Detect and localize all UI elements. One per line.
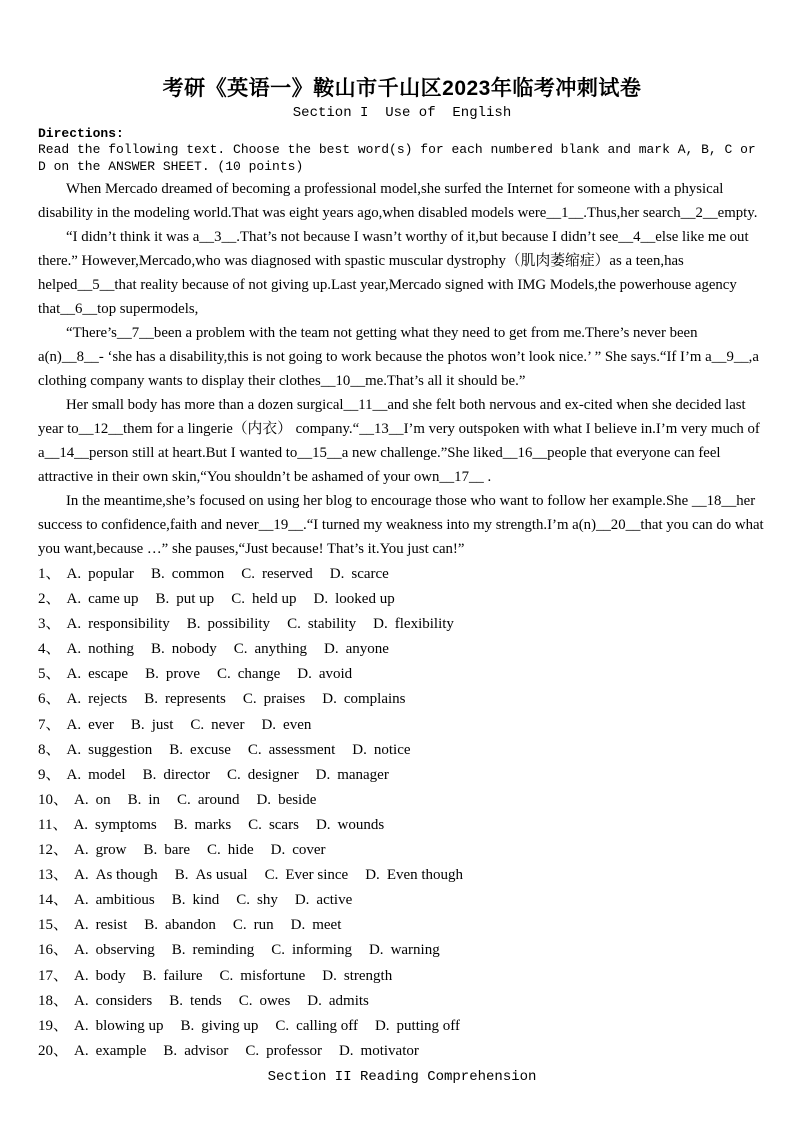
option-text: designer bbox=[247, 766, 299, 783]
option bbox=[169, 742, 231, 758]
option-letter: A. bbox=[66, 716, 82, 733]
option-text: As usual bbox=[195, 867, 248, 884]
option-letter: A. bbox=[66, 566, 82, 582]
question-row bbox=[38, 788, 766, 813]
option-text: reminding bbox=[192, 942, 255, 959]
option-text: looked up bbox=[335, 591, 395, 608]
option-text: meet bbox=[312, 917, 342, 934]
option-letter: C. bbox=[287, 616, 301, 633]
option bbox=[128, 792, 160, 808]
option-letter: B. bbox=[150, 566, 165, 582]
option-letter: D. bbox=[294, 892, 310, 909]
option bbox=[265, 867, 349, 883]
question-row bbox=[38, 964, 766, 989]
option bbox=[181, 1018, 259, 1034]
option bbox=[220, 968, 306, 984]
option bbox=[74, 867, 158, 883]
option bbox=[316, 817, 384, 833]
option-letter: B. bbox=[171, 892, 186, 909]
option-text: just bbox=[151, 716, 174, 733]
option-text: suggestion bbox=[88, 741, 153, 758]
option-text: assessment bbox=[268, 741, 336, 758]
question-number: 7、 bbox=[38, 716, 61, 733]
option bbox=[74, 892, 155, 908]
option bbox=[271, 842, 326, 858]
option-letter: D. bbox=[261, 716, 277, 733]
option bbox=[67, 691, 128, 707]
option-letter: A. bbox=[66, 641, 82, 658]
option-text: cover bbox=[292, 842, 326, 859]
option-text: never bbox=[211, 716, 245, 733]
option-letter: B. bbox=[130, 716, 145, 733]
option bbox=[67, 616, 170, 632]
passage-paragraph: When Mercado dreamed of becoming a professional model,she surfed the Internet for someone with a physical disability in the modeling world.That was eight years ago,when disabled models were__1__.Thus,her search__2__empty. bbox=[38, 181, 758, 221]
option bbox=[339, 1043, 419, 1059]
option-letter: C. bbox=[177, 791, 191, 808]
option bbox=[369, 942, 440, 958]
option-text: failure bbox=[163, 967, 203, 984]
option-letter: C. bbox=[271, 942, 285, 959]
option-text: run bbox=[253, 917, 274, 934]
option-letter: D. bbox=[329, 566, 345, 582]
option-letter: A. bbox=[74, 791, 89, 808]
option bbox=[143, 767, 210, 783]
option-letter: C. bbox=[241, 566, 255, 582]
option bbox=[227, 767, 299, 783]
option bbox=[156, 591, 215, 607]
option-letter: B. bbox=[171, 942, 186, 959]
option-letter: C. bbox=[219, 967, 234, 984]
option-letter: C. bbox=[233, 641, 248, 658]
option-text: calling off bbox=[296, 1017, 358, 1034]
directions-block bbox=[38, 126, 766, 175]
option bbox=[177, 792, 239, 808]
option bbox=[248, 817, 299, 833]
option-text: symptoms bbox=[95, 816, 157, 833]
option bbox=[236, 892, 278, 908]
question-row bbox=[38, 662, 766, 687]
question-row bbox=[38, 612, 766, 637]
option-text: Ever since bbox=[285, 867, 349, 884]
option bbox=[316, 767, 389, 783]
option bbox=[275, 1018, 358, 1034]
option-text: responsibility bbox=[88, 616, 170, 633]
option-letter: B. bbox=[186, 616, 201, 633]
option-text: anyone bbox=[345, 641, 389, 658]
option bbox=[365, 867, 463, 883]
option-letter: B. bbox=[142, 967, 157, 984]
option-letter: C. bbox=[227, 766, 241, 783]
option-text: owes bbox=[259, 992, 291, 1009]
option bbox=[231, 591, 296, 607]
option-letter: B. bbox=[169, 992, 184, 1009]
option-letter: D. bbox=[323, 641, 339, 658]
option-letter: A. bbox=[74, 1042, 89, 1059]
option bbox=[245, 1043, 322, 1059]
option-text: scarce bbox=[351, 566, 389, 582]
option bbox=[131, 717, 173, 733]
option-letter: C. bbox=[231, 591, 245, 608]
option-text: rejects bbox=[88, 691, 128, 708]
option bbox=[217, 666, 280, 682]
option-text: nobody bbox=[171, 641, 217, 658]
option-text: put up bbox=[176, 591, 215, 608]
option-letter: A. bbox=[74, 992, 89, 1009]
option-text: bare bbox=[164, 842, 191, 859]
option-text: praises bbox=[263, 691, 306, 708]
option-text: nothing bbox=[88, 641, 134, 658]
option-text: around bbox=[197, 791, 240, 808]
option bbox=[74, 917, 127, 933]
option-text: strength bbox=[343, 967, 393, 984]
option-letter: A. bbox=[74, 892, 89, 909]
option-text: common bbox=[171, 566, 225, 582]
option bbox=[67, 717, 114, 733]
option bbox=[172, 942, 254, 958]
option-letter: B. bbox=[180, 1017, 195, 1034]
option-text: example bbox=[95, 1042, 147, 1059]
option-text: in bbox=[148, 791, 161, 808]
option-letter: D. bbox=[374, 1017, 390, 1034]
option bbox=[67, 566, 134, 582]
option bbox=[143, 968, 203, 984]
option bbox=[151, 641, 217, 657]
option-letter: A. bbox=[74, 867, 89, 884]
option-text: putting off bbox=[396, 1017, 461, 1034]
option-letter: D. bbox=[307, 992, 322, 1009]
option-letter: C. bbox=[207, 842, 221, 859]
option-letter: B. bbox=[142, 766, 157, 783]
passage-paragraph: “There’s__7__been a problem with the team not getting what they need to get from me.There’s never been a(n)__8__- ‘she has a disability,this is not going to work because the photos won’t look nice.’ ” She says.“If I’m a__9__,a clothing company wants to display their clothes__10__me.That’s all it should be.” bbox=[38, 325, 759, 389]
option bbox=[330, 566, 389, 582]
option-letter: C. bbox=[190, 716, 205, 733]
option-text: director bbox=[163, 766, 211, 783]
option bbox=[375, 1018, 460, 1034]
option-text: admits bbox=[328, 992, 369, 1009]
option-letter: D. bbox=[322, 967, 337, 984]
option-text: ambitious bbox=[95, 892, 155, 909]
option-text: informing bbox=[291, 942, 352, 959]
option bbox=[67, 666, 129, 682]
option-text: body bbox=[95, 967, 126, 984]
directions-label: Directions: bbox=[38, 126, 124, 141]
question-number: 2、 bbox=[38, 591, 61, 608]
question-row bbox=[38, 813, 766, 838]
option-letter: D. bbox=[373, 616, 388, 633]
question-number: 5、 bbox=[38, 666, 61, 683]
option bbox=[241, 566, 313, 582]
option bbox=[234, 641, 307, 657]
question-row bbox=[38, 888, 766, 913]
option-letter: C. bbox=[236, 892, 250, 909]
option bbox=[190, 717, 244, 733]
option-letter: B. bbox=[144, 691, 159, 708]
option-text: escape bbox=[88, 666, 129, 683]
option bbox=[74, 792, 111, 808]
option-letter: B. bbox=[163, 1042, 178, 1059]
option bbox=[307, 993, 369, 1009]
option-letter: C. bbox=[245, 1042, 260, 1059]
question-row bbox=[38, 863, 766, 888]
option-text: grow bbox=[95, 842, 127, 859]
question-number: 20、 bbox=[38, 1042, 69, 1059]
question-number: 6、 bbox=[38, 691, 61, 708]
question-row bbox=[38, 838, 766, 863]
option-letter: B. bbox=[150, 641, 165, 658]
question-row bbox=[38, 1039, 766, 1064]
option-letter: D. bbox=[313, 591, 329, 608]
option-text: marks bbox=[194, 816, 232, 833]
option bbox=[172, 892, 219, 908]
option-text: change bbox=[237, 666, 281, 683]
question-row bbox=[38, 1014, 766, 1039]
question-number: 11、 bbox=[38, 816, 68, 833]
question-row bbox=[38, 713, 766, 738]
option bbox=[169, 993, 221, 1009]
option bbox=[73, 817, 156, 833]
option bbox=[324, 641, 389, 657]
option-letter: A. bbox=[73, 816, 89, 833]
option-letter: A. bbox=[66, 616, 82, 633]
option bbox=[233, 917, 274, 933]
option-letter: B. bbox=[144, 917, 159, 934]
option-letter: A. bbox=[66, 666, 82, 683]
option bbox=[151, 566, 224, 582]
option-letter: D. bbox=[315, 766, 331, 783]
question-row bbox=[38, 562, 766, 587]
passage-paragraph: “I didn’t think it was a__3__.That’s not because I wasn’t worthy of it,but because I didn’t see__4__else like me out there.” However,Mercado,who was diagnosed with spastic muscular dystrophy（肌肉萎缩症）as a teen,has helped__5__that reality because of not giving up.Last year,Mercado signed with IMG Models,the powerhouse agency that__6__top supermodels, bbox=[38, 229, 749, 317]
option-text: considers bbox=[95, 992, 153, 1009]
question-row bbox=[38, 938, 766, 963]
question-row bbox=[38, 913, 766, 938]
section1-heading: Section I Use of English bbox=[292, 105, 512, 121]
option-letter: C. bbox=[242, 691, 257, 708]
option-letter: A. bbox=[74, 842, 89, 859]
option-letter: D. bbox=[352, 741, 367, 758]
option-letter: C. bbox=[248, 816, 262, 833]
option-text: professor bbox=[266, 1042, 322, 1059]
option bbox=[163, 1043, 228, 1059]
question-row bbox=[38, 637, 766, 662]
option bbox=[187, 616, 270, 632]
option-letter: D. bbox=[365, 867, 380, 884]
option-text: came up bbox=[88, 591, 139, 608]
option-letter: C. bbox=[238, 992, 253, 1009]
option bbox=[175, 867, 248, 883]
option bbox=[256, 792, 316, 808]
option bbox=[74, 993, 152, 1009]
option-text: excuse bbox=[190, 741, 231, 758]
question-number: 1、 bbox=[38, 566, 61, 582]
question-row bbox=[38, 687, 766, 712]
option-text: hide bbox=[227, 842, 254, 859]
option-letter: A. bbox=[74, 1017, 89, 1034]
option-text: scars bbox=[268, 816, 299, 833]
option-text: blowing up bbox=[95, 1017, 164, 1034]
option-letter: C. bbox=[232, 917, 247, 934]
section2-heading: Section II Reading Comprehension bbox=[267, 1068, 537, 1085]
question-number: 18、 bbox=[38, 992, 69, 1009]
option-text: tends bbox=[190, 992, 222, 1009]
question-number: 16、 bbox=[38, 942, 69, 959]
question-number: 15、 bbox=[38, 917, 69, 934]
option bbox=[373, 616, 454, 632]
option bbox=[145, 666, 200, 682]
option-text: manager bbox=[337, 766, 389, 783]
option-text: ever bbox=[88, 716, 114, 733]
option-letter: D. bbox=[256, 791, 272, 808]
option-letter: B. bbox=[127, 791, 142, 808]
option bbox=[74, 968, 126, 984]
option-text: represents bbox=[165, 691, 226, 708]
question-row bbox=[38, 763, 766, 788]
option-text: stability bbox=[307, 616, 357, 633]
option bbox=[144, 691, 226, 707]
option-letter: A. bbox=[66, 591, 82, 608]
option-letter: B. bbox=[169, 741, 184, 758]
option-text: reserved bbox=[261, 566, 313, 582]
question-number: 10、 bbox=[38, 791, 69, 808]
option-letter: A. bbox=[66, 691, 82, 708]
option-text: active bbox=[316, 892, 353, 909]
option bbox=[74, 842, 126, 858]
option-text: giving up bbox=[201, 1017, 259, 1034]
question-number: 9、 bbox=[38, 766, 61, 783]
option bbox=[143, 842, 190, 858]
option-letter: C. bbox=[247, 741, 262, 758]
option bbox=[243, 691, 305, 707]
option bbox=[248, 742, 335, 758]
option bbox=[74, 1043, 146, 1059]
question-row bbox=[38, 989, 766, 1014]
option-letter: C. bbox=[275, 1017, 290, 1034]
option bbox=[295, 892, 352, 908]
option-letter: A. bbox=[66, 766, 82, 783]
option-letter: C. bbox=[217, 666, 231, 683]
option-letter: B. bbox=[145, 666, 159, 683]
option-text: avoid bbox=[318, 666, 353, 683]
option-letter: D. bbox=[270, 842, 286, 859]
option bbox=[322, 968, 392, 984]
option-text: anything bbox=[254, 641, 307, 658]
option-text: popular bbox=[88, 566, 134, 582]
option bbox=[67, 742, 153, 758]
question-number: 19、 bbox=[38, 1017, 69, 1034]
option-letter: C. bbox=[264, 867, 279, 884]
option bbox=[261, 717, 311, 733]
option-letter: B. bbox=[173, 816, 188, 833]
passage-paragraph: Her small body has more than a dozen surgical__11__and she felt both nervous and ex-cited when she decided last year to__12__them for a lingerie（内衣） company.“__13__I’m very outspoken with what I believe in.I’m very much of a__14__person still at heart.But I wanted to__15__a new challenge.”She liked__16__people that everyone can feel attractive in their own skin,“You shouldn’t be ashamed of your own__17__ . bbox=[38, 397, 760, 485]
question-number: 14、 bbox=[38, 892, 69, 909]
question-list bbox=[38, 562, 766, 1064]
option bbox=[67, 641, 134, 657]
option-text: motivator bbox=[360, 1042, 419, 1059]
option-letter: A. bbox=[74, 967, 89, 984]
option-text: misfortune bbox=[240, 967, 306, 984]
option-text: Even though bbox=[386, 867, 464, 884]
option bbox=[291, 917, 342, 933]
option-letter: B. bbox=[174, 867, 189, 884]
option-text: notice bbox=[373, 741, 411, 758]
option-text: resist bbox=[95, 917, 128, 934]
option bbox=[207, 842, 254, 858]
passage-paragraph: In the meantime,she’s focused on using her blog to encourage those who want to follow her example.She __18__her success to confidence,faith and never__19__.“I turned my weakness into my strength.I’m a(n)__20__that you can do what you want,because …” she pauses,“Just because! That’s it.You just can!” bbox=[38, 493, 764, 557]
question-number: 12、 bbox=[38, 842, 69, 859]
option bbox=[67, 591, 139, 607]
option-text: complains bbox=[343, 691, 406, 708]
option-letter: D. bbox=[290, 917, 306, 934]
option-text: model bbox=[88, 766, 126, 783]
option-letter: D. bbox=[297, 666, 312, 683]
option-letter: A. bbox=[66, 741, 82, 758]
option-letter: A. bbox=[74, 917, 89, 934]
option-letter: D. bbox=[322, 691, 337, 708]
option-text: possibility bbox=[207, 616, 271, 633]
directions-text: Read the following text. Choose the best word(s) for each numbered blank and mark A, B, C or D on the ANSWER SHEET. (10 points) bbox=[38, 142, 756, 174]
option-text: flexibility bbox=[394, 616, 454, 633]
option-text: abandon bbox=[165, 917, 216, 934]
option-text: observing bbox=[95, 942, 155, 959]
question-row bbox=[38, 587, 766, 612]
option-text: beside bbox=[278, 791, 317, 808]
option bbox=[174, 817, 231, 833]
option-text: wounds bbox=[337, 816, 385, 833]
cloze-passage bbox=[38, 177, 766, 561]
option-letter: D. bbox=[315, 816, 331, 833]
option bbox=[74, 1018, 164, 1034]
option-text: even bbox=[283, 716, 312, 733]
option-text: on bbox=[95, 791, 111, 808]
option-text: warning bbox=[390, 942, 440, 959]
question-number: 17、 bbox=[38, 967, 69, 984]
option-text: shy bbox=[256, 892, 278, 909]
option bbox=[322, 691, 405, 707]
option-letter: D. bbox=[338, 1042, 354, 1059]
option bbox=[239, 993, 291, 1009]
option bbox=[297, 666, 352, 682]
question-number: 8、 bbox=[38, 741, 61, 758]
option bbox=[287, 616, 356, 632]
option bbox=[74, 942, 155, 958]
option-text: advisor bbox=[184, 1042, 229, 1059]
question-number: 13、 bbox=[38, 867, 69, 884]
question-number: 4、 bbox=[38, 641, 61, 658]
option bbox=[271, 942, 352, 958]
option-letter: B. bbox=[155, 591, 170, 608]
option-text: kind bbox=[192, 892, 220, 909]
option bbox=[352, 742, 410, 758]
question-number: 3、 bbox=[38, 616, 61, 633]
option-text: held up bbox=[251, 591, 297, 608]
option-letter: B. bbox=[143, 842, 158, 859]
option bbox=[144, 917, 216, 933]
page-title: 考研《英语一》鞍山市千山区2023年临考冲刺试卷 bbox=[162, 77, 642, 100]
option-text: As though bbox=[95, 867, 158, 884]
option bbox=[67, 767, 126, 783]
option-text: prove bbox=[165, 666, 200, 683]
option-letter: A. bbox=[74, 942, 89, 959]
option-letter: D. bbox=[368, 942, 384, 959]
option bbox=[314, 591, 395, 607]
question-row bbox=[38, 738, 766, 763]
